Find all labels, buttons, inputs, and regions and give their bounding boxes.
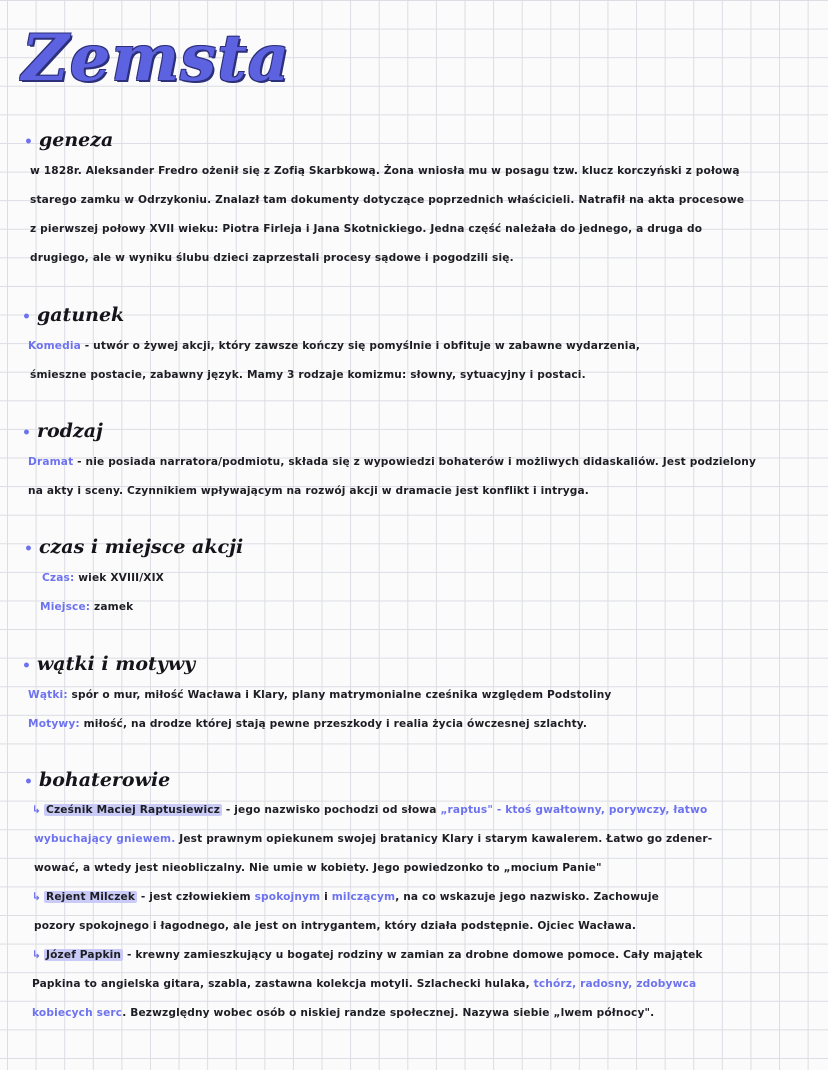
- section-heading-watki: • wątki i motywy: [22, 653, 196, 675]
- motywy-line: Motywy: miłość, na drodze której stają pewne przeszkody i realia życia ówczesnej szlachty.: [28, 718, 588, 730]
- bullet-icon: •: [22, 309, 31, 325]
- character-name-cesnik: Cześnik Maciej Raptusiewicz: [46, 804, 221, 816]
- rejent-line: pozory spokojnego i łagodnego, ale jest on intrygantem, który działa podstępnie. Ojciec Wacława.: [34, 920, 637, 932]
- section-heading-rodzaj: • rodzaj: [22, 420, 103, 442]
- rodzaj-line: na akty i sceny. Czynnikiem wpływającym na rozwój akcji w dramacie jest konflikt i intryga.: [28, 485, 589, 497]
- label-watki: Wątki:: [28, 689, 68, 701]
- bullet-icon: •: [22, 658, 31, 674]
- geneza-line: z pierwszej połowy XVII wieku: Piotra Firleja i Jana Skotnickiego. Jedna część należała do jednego, a druga do: [30, 223, 703, 235]
- arrow-icon: ↳: [32, 804, 42, 816]
- arrow-icon: ↳: [32, 891, 42, 903]
- geneza-line: drugiego, ale w wyniku ślubu dzieci zaprzestali procesy sądowe i pogodzili się.: [30, 252, 514, 264]
- gatunek-line: Komedia - utwór o żywej akcji, który zawsze kończy się pomyślnie i obfituje w zabawne wydarzenia,: [28, 340, 641, 352]
- keyword-raptus: „raptus" - ktoś gwałtowny, porywczy, łatwo: [440, 804, 708, 816]
- cesnik-line: wybuchający gniewem. Jest prawnym opiekunem swojej bratanicy Klary i starym kawalerem. Łatwo go zdener-: [34, 833, 713, 845]
- keyword-dramat: Dramat: [28, 456, 74, 468]
- page-title: Zemsta: [22, 21, 291, 96]
- section-heading-gatunek: • gatunek: [22, 304, 125, 326]
- label-miejsce: Miejsce:: [40, 601, 91, 613]
- rodzaj-line: Dramat - nie posiada narratora/podmiotu, składa się z wypowiedzi bohaterów i możliwych didaskaliów. Jest podzielony: [28, 456, 757, 468]
- keyword-komedia: Komedia: [28, 340, 81, 352]
- bullet-icon: •: [24, 774, 33, 790]
- rejent-line: ↳ Rejent Milczek - jest człowiekiem spokojnym i milczącym, na co wskazuje jego nazwisko. Zachowuje: [32, 891, 659, 903]
- section-heading-geneza: • geneza: [24, 129, 114, 151]
- geneza-line: w 1828r. Aleksander Fredro ożenił się z Zofią Skarbkową. Żona wniosła mu w posagu tzw. klucz korczyński z połową: [30, 165, 740, 177]
- keyword-milczacym: milczącym: [331, 891, 396, 903]
- keyword-tchorz: tchórz, radosny, zdobywca: [533, 978, 697, 990]
- keyword-kobiecych-serc: kobiecych serc: [32, 1007, 123, 1019]
- bullet-icon: •: [24, 134, 33, 150]
- cesnik-line: wować, a wtedy jest nieobliczalny. Nie umie w kobiety. Jego powiedzonko to „mocium Panie": [34, 862, 602, 874]
- watki-line: Wątki: spór o mur, miłość Wacława i Klary, plany matrymonialne cześnika względem Podstoliny: [28, 689, 612, 701]
- character-name-papkin: Józef Papkin: [46, 949, 122, 961]
- keyword-wybuchajacy: wybuchający gniewem.: [34, 833, 176, 845]
- label-czas: Czas:: [42, 572, 75, 584]
- gatunek-line: śmieszne postacie, zabawny język. Mamy 3 rodzaje komizmu: słowny, sytuacyjny i postaci.: [30, 369, 586, 381]
- bullet-icon: •: [24, 541, 33, 557]
- section-heading-bohaterowie: • bohaterowie: [24, 769, 171, 791]
- geneza-line: starego zamku w Odrzykoniu. Znalazł tam dokumenty dotyczące poprzednich właścicieli. Natrafił na akta procesowe: [30, 194, 745, 206]
- miejsce-line: Miejsce: zamek: [40, 601, 134, 613]
- label-motywy: Motywy:: [28, 718, 80, 730]
- cesnik-line: ↳ Cześnik Maciej Raptusiewicz - jego nazwisko pochodzi od słowa „raptus" - ktoś gwałtowny, porywczy, łatwo: [32, 804, 708, 816]
- keyword-spokojnym: spokojnym: [254, 891, 321, 903]
- bullet-icon: •: [22, 425, 31, 441]
- papkin-line: kobiecych serc. Bezwzględny wobec osób o niskiej randze społecznej. Nazywa siebie „lwem północy".: [32, 1007, 655, 1019]
- arrow-icon: ↳: [32, 949, 42, 961]
- papkin-line: ↳ Józef Papkin - krewny zamieszkujący u bogatej rodziny w zamian za drobne domowe pomoce. Cały majątek: [32, 949, 703, 961]
- papkin-line: Papkina to angielska gitara, szabla, zastawna kolekcja motyli. Szlachecki hulaka, tchórz, radosny, zdobywca: [32, 978, 697, 990]
- czas-line: Czas: wiek XVIII/XIX: [42, 572, 165, 584]
- section-heading-czas: • czas i miejsce akcji: [24, 536, 244, 558]
- character-name-rejent: Rejent Milczek: [46, 891, 136, 903]
